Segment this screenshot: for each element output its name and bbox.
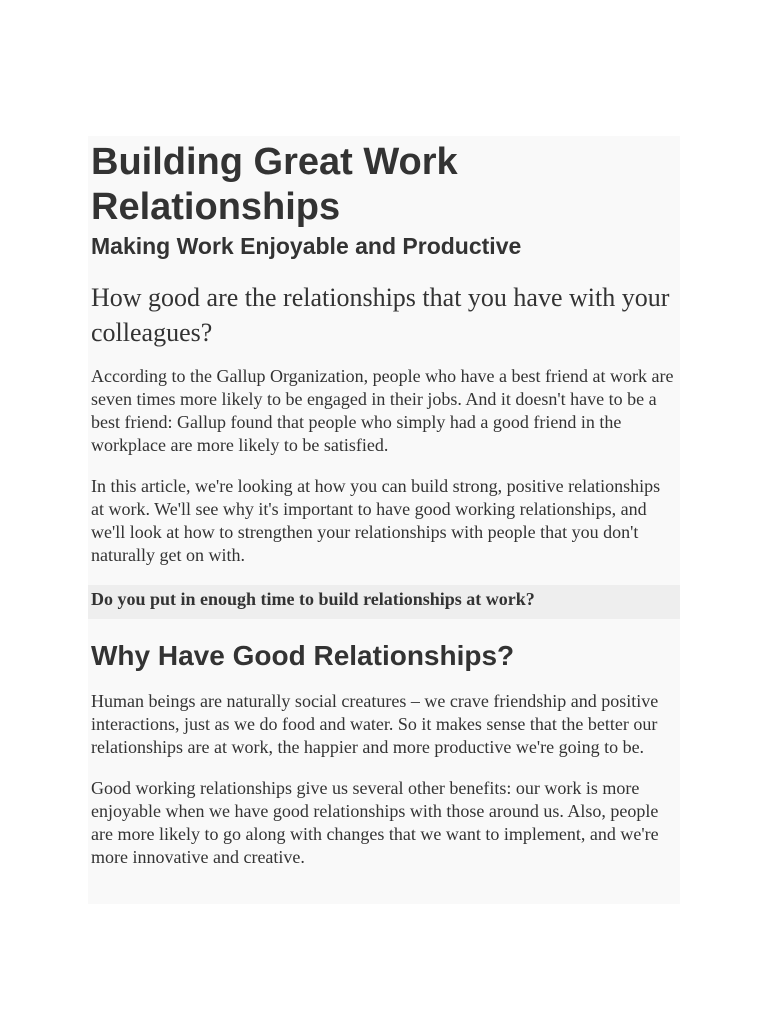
- article-title: Building Great Work Relationships: [91, 141, 458, 228]
- lead-question: How good are the relationships that you have with your colleagues?: [91, 283, 670, 347]
- callout-question: Do you put in enough time to build relationships at work?: [91, 589, 535, 609]
- article-content: [88, 140, 680, 869]
- section-heading: Why Have Good Relationships?: [91, 640, 515, 671]
- section-paragraph: Human beings are naturally social creatures – we crave friendship and positive interactions, just as we do food and water. So it makes sense that the better our relationships are at work, the happier and more productive we're going to be.: [91, 691, 659, 757]
- article-overview-paragraph: In this article, we're looking at how you can build strong, positive relationships at work. We'll see why it's important to have good working relationships, and we'll look at how to strengthen your relationships with people that you don't naturally get on with.: [91, 476, 661, 565]
- callout-box: [88, 585, 680, 619]
- intro-paragraph: According to the Gallup Organization, people who have a best friend at work are seven times more likely to be engaged in their jobs. And it doesn't have to be a best friend: Gallup found that people who simply had a good friend in the workplace are more likely to be satisfied.: [91, 366, 674, 455]
- section-paragraph: Good working relationships give us several other benefits: our work is more enjoyable when we have good relationships with those around us. Also, people are more likely to go along with changes that we want to implement, and we're more innovative and creative.: [91, 778, 659, 867]
- document-page: [88, 136, 680, 904]
- article-subtitle: Making Work Enjoyable and Productive: [91, 233, 522, 259]
